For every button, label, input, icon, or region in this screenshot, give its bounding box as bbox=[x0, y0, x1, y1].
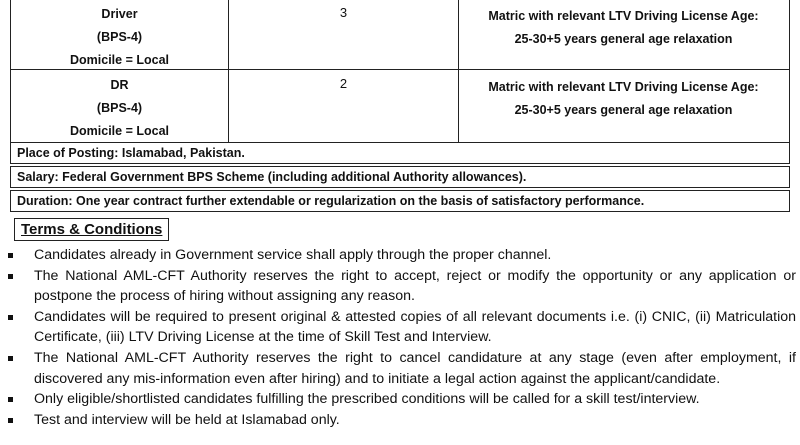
term-text: The National AML-CFT Authority reserves the right to accept, reject or modify the opportunity or any application or postpone the process of hiring without assigning any reason. bbox=[34, 267, 796, 305]
list-item bbox=[0, 245, 800, 266]
position-domicile: Domicile = Local bbox=[70, 53, 169, 67]
list-item bbox=[0, 307, 800, 348]
position-grade: (BPS-4) bbox=[96, 30, 143, 44]
term-text: The National AML-CFT Authority reserves the right to cancel candidature at any stage (even after employment, if discovered any mis-information even after hiring) and to initiate a legal action against the applicant/candidate. bbox=[34, 349, 796, 387]
position-count-cell bbox=[229, 0, 459, 69]
term-text: Test and interview will be held at Islamabad only. bbox=[34, 411, 340, 428]
salary: Salary: Federal Government BPS Scheme (including additional Authority allowances). bbox=[10, 166, 790, 188]
bullet-icon bbox=[8, 274, 13, 279]
position-domicile: Domicile = Local bbox=[70, 124, 169, 138]
terms-heading: Terms & Conditions bbox=[14, 218, 169, 241]
bullet-icon bbox=[8, 418, 13, 423]
list-item bbox=[0, 410, 800, 431]
position-grade: (BPS-4) bbox=[96, 101, 143, 115]
qualification-line2: 25-30+5 years general age relaxation bbox=[514, 103, 733, 117]
position-title: DR bbox=[110, 78, 129, 92]
bullet-icon bbox=[8, 397, 13, 402]
position-title-cell bbox=[11, 70, 229, 142]
position-title-cell bbox=[11, 0, 229, 69]
position-count: 3 bbox=[339, 5, 348, 20]
list-item bbox=[0, 266, 800, 307]
position-count: 2 bbox=[339, 76, 348, 91]
place-of-posting: Place of Posting: Islamabad, Pakistan. bbox=[10, 142, 790, 164]
qualification-line1: Matric with relevant LTV Driving License Age: bbox=[488, 80, 759, 94]
position-title: Driver bbox=[101, 7, 138, 21]
qualification-line1: Matric with relevant LTV Driving License Age: bbox=[488, 9, 759, 23]
position-row-driver bbox=[10, 0, 790, 70]
position-row-dr bbox=[10, 69, 790, 143]
list-item bbox=[0, 348, 800, 389]
term-text: Candidates will be required to present original & attested copies of all relevant documents i.e. (i) CNIC, (ii) Matriculation Certificate, (iii) LTV Driving License at the time of Skill Test and Interview. bbox=[34, 308, 796, 346]
duration: Duration: One year contract further extendable or regularization on the basis of satisfactory performance. bbox=[10, 190, 790, 212]
terms-list bbox=[0, 245, 800, 430]
bullet-icon bbox=[8, 253, 13, 258]
list-item bbox=[0, 389, 800, 410]
term-text: Only eligible/shortlisted candidates fulfilling the prescribed conditions will be called for a skill test/interview. bbox=[34, 391, 700, 408]
position-qualification-cell bbox=[459, 0, 788, 69]
position-qualification-cell bbox=[459, 70, 788, 142]
position-count-cell bbox=[229, 70, 459, 142]
bullet-icon bbox=[8, 356, 13, 361]
term-text: Candidates already in Government service shall apply through the proper channel. bbox=[34, 247, 552, 263]
qualification-line2: 25-30+5 years general age relaxation bbox=[514, 32, 733, 46]
bullet-icon bbox=[8, 315, 13, 320]
terms-header bbox=[10, 218, 790, 244]
